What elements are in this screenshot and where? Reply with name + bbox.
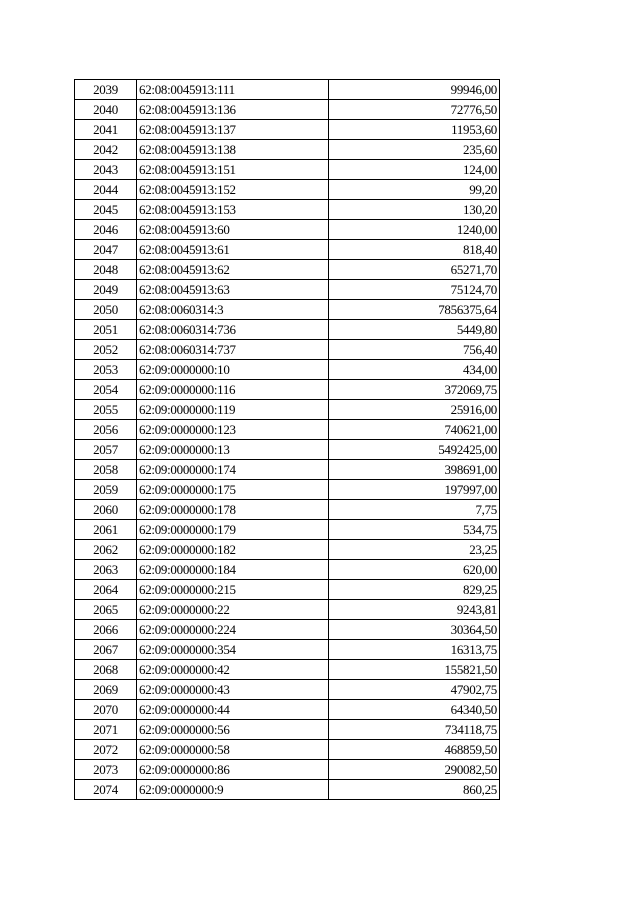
value-cell: 16313,75 xyxy=(329,640,500,660)
row-number-cell: 2039 xyxy=(75,80,137,100)
table-row xyxy=(75,580,500,600)
value-cell: 155821,50 xyxy=(329,660,500,680)
row-number-cell: 2068 xyxy=(75,660,137,680)
cadastral-number-cell: 62:09:0000000:119 xyxy=(137,400,329,420)
cadastral-number-cell: 62:08:0045913:136 xyxy=(137,100,329,120)
value-cell: 65271,70 xyxy=(329,260,500,280)
row-number-cell: 2061 xyxy=(75,520,137,540)
table-row xyxy=(75,340,500,360)
cadastral-number-cell: 62:08:0060314:3 xyxy=(137,300,329,320)
row-number-cell: 2063 xyxy=(75,560,137,580)
row-number-cell: 2060 xyxy=(75,500,137,520)
table-row xyxy=(75,660,500,680)
row-number-cell: 2052 xyxy=(75,340,137,360)
row-number-cell: 2062 xyxy=(75,540,137,560)
value-cell: 620,00 xyxy=(329,560,500,580)
value-cell: 72776,50 xyxy=(329,100,500,120)
cadastral-number-cell: 62:08:0045913:138 xyxy=(137,140,329,160)
table-body xyxy=(75,80,500,800)
row-number-cell: 2074 xyxy=(75,780,137,800)
cadastral-number-cell: 62:09:0000000:175 xyxy=(137,480,329,500)
table-row xyxy=(75,400,500,420)
table-row xyxy=(75,100,500,120)
table-row xyxy=(75,460,500,480)
table-row xyxy=(75,300,500,320)
row-number-cell: 2051 xyxy=(75,320,137,340)
cadastral-number-cell: 62:09:0000000:215 xyxy=(137,580,329,600)
table-row xyxy=(75,120,500,140)
value-cell: 829,25 xyxy=(329,580,500,600)
row-number-cell: 2065 xyxy=(75,600,137,620)
row-number-cell: 2053 xyxy=(75,360,137,380)
value-cell: 47902,75 xyxy=(329,680,500,700)
value-cell: 818,40 xyxy=(329,240,500,260)
value-cell: 7,75 xyxy=(329,500,500,520)
table-row xyxy=(75,500,500,520)
row-number-cell: 2049 xyxy=(75,280,137,300)
table-row xyxy=(75,760,500,780)
value-cell: 9243,81 xyxy=(329,600,500,620)
row-number-cell: 2047 xyxy=(75,240,137,260)
value-cell: 468859,50 xyxy=(329,740,500,760)
cadastral-number-cell: 62:08:0045913:153 xyxy=(137,200,329,220)
value-cell: 99946,00 xyxy=(329,80,500,100)
cadastral-number-cell: 62:08:0045913:63 xyxy=(137,280,329,300)
row-number-cell: 2066 xyxy=(75,620,137,640)
cadastral-number-cell: 62:09:0000000:116 xyxy=(137,380,329,400)
row-number-cell: 2046 xyxy=(75,220,137,240)
table-row xyxy=(75,560,500,580)
value-cell: 5449,80 xyxy=(329,320,500,340)
cadastral-number-cell: 62:09:0000000:184 xyxy=(137,560,329,580)
table-row xyxy=(75,420,500,440)
row-number-cell: 2069 xyxy=(75,680,137,700)
value-cell: 434,00 xyxy=(329,360,500,380)
cadastral-number-cell: 62:08:0045913:151 xyxy=(137,160,329,180)
cadastral-number-cell: 62:08:0045913:60 xyxy=(137,220,329,240)
row-number-cell: 2041 xyxy=(75,120,137,140)
row-number-cell: 2071 xyxy=(75,720,137,740)
cadastral-number-cell: 62:09:0000000:174 xyxy=(137,460,329,480)
value-cell: 734118,75 xyxy=(329,720,500,740)
row-number-cell: 2055 xyxy=(75,400,137,420)
value-cell: 130,20 xyxy=(329,200,500,220)
row-number-cell: 2058 xyxy=(75,460,137,480)
value-cell: 372069,75 xyxy=(329,380,500,400)
cadastral-number-cell: 62:08:0045913:61 xyxy=(137,240,329,260)
cadastral-number-cell: 62:08:0045913:111 xyxy=(137,80,329,100)
cadastral-number-cell: 62:09:0000000:354 xyxy=(137,640,329,660)
value-cell: 23,25 xyxy=(329,540,500,560)
value-cell: 75124,70 xyxy=(329,280,500,300)
row-number-cell: 2072 xyxy=(75,740,137,760)
row-number-cell: 2073 xyxy=(75,760,137,780)
row-number-cell: 2057 xyxy=(75,440,137,460)
cadastral-table xyxy=(74,79,500,800)
row-number-cell: 2043 xyxy=(75,160,137,180)
cadastral-number-cell: 62:09:0000000:56 xyxy=(137,720,329,740)
cadastral-number-cell: 62:08:0045913:62 xyxy=(137,260,329,280)
row-number-cell: 2042 xyxy=(75,140,137,160)
cadastral-number-cell: 62:09:0000000:44 xyxy=(137,700,329,720)
value-cell: 756,40 xyxy=(329,340,500,360)
value-cell: 11953,60 xyxy=(329,120,500,140)
row-number-cell: 2059 xyxy=(75,480,137,500)
table-row xyxy=(75,740,500,760)
table-row xyxy=(75,680,500,700)
table-row xyxy=(75,160,500,180)
value-cell: 7856375,64 xyxy=(329,300,500,320)
cadastral-number-cell: 62:08:0060314:737 xyxy=(137,340,329,360)
value-cell: 99,20 xyxy=(329,180,500,200)
table-row xyxy=(75,380,500,400)
table-row xyxy=(75,600,500,620)
row-number-cell: 2064 xyxy=(75,580,137,600)
table-row xyxy=(75,540,500,560)
row-number-cell: 2044 xyxy=(75,180,137,200)
table-row xyxy=(75,720,500,740)
value-cell: 235,60 xyxy=(329,140,500,160)
value-cell: 25916,00 xyxy=(329,400,500,420)
row-number-cell: 2045 xyxy=(75,200,137,220)
cadastral-number-cell: 62:09:0000000:123 xyxy=(137,420,329,440)
table-row xyxy=(75,620,500,640)
value-cell: 398691,00 xyxy=(329,460,500,480)
cadastral-number-cell: 62:09:0000000:9 xyxy=(137,780,329,800)
row-number-cell: 2070 xyxy=(75,700,137,720)
row-number-cell: 2056 xyxy=(75,420,137,440)
table-row xyxy=(75,260,500,280)
row-number-cell: 2040 xyxy=(75,100,137,120)
table-row xyxy=(75,180,500,200)
table-row xyxy=(75,700,500,720)
cadastral-number-cell: 62:09:0000000:58 xyxy=(137,740,329,760)
row-number-cell: 2054 xyxy=(75,380,137,400)
table-row xyxy=(75,480,500,500)
table-row xyxy=(75,780,500,800)
row-number-cell: 2048 xyxy=(75,260,137,280)
row-number-cell: 2050 xyxy=(75,300,137,320)
cadastral-number-cell: 62:09:0000000:22 xyxy=(137,600,329,620)
cadastral-number-cell: 62:09:0000000:43 xyxy=(137,680,329,700)
value-cell: 534,75 xyxy=(329,520,500,540)
table-row xyxy=(75,640,500,660)
cadastral-number-cell: 62:09:0000000:182 xyxy=(137,540,329,560)
value-cell: 860,25 xyxy=(329,780,500,800)
table-row xyxy=(75,200,500,220)
value-cell: 5492425,00 xyxy=(329,440,500,460)
table-row xyxy=(75,140,500,160)
table-row xyxy=(75,520,500,540)
value-cell: 290082,50 xyxy=(329,760,500,780)
value-cell: 124,00 xyxy=(329,160,500,180)
value-cell: 740621,00 xyxy=(329,420,500,440)
table-row xyxy=(75,320,500,340)
row-number-cell: 2067 xyxy=(75,640,137,660)
cadastral-number-cell: 62:09:0000000:10 xyxy=(137,360,329,380)
cadastral-number-cell: 62:09:0000000:42 xyxy=(137,660,329,680)
cadastral-number-cell: 62:09:0000000:179 xyxy=(137,520,329,540)
table-row xyxy=(75,440,500,460)
cadastral-number-cell: 62:09:0000000:178 xyxy=(137,500,329,520)
table-row xyxy=(75,240,500,260)
cadastral-number-cell: 62:08:0045913:137 xyxy=(137,120,329,140)
cadastral-number-cell: 62:08:0045913:152 xyxy=(137,180,329,200)
value-cell: 64340,50 xyxy=(329,700,500,720)
cadastral-number-cell: 62:09:0000000:13 xyxy=(137,440,329,460)
value-cell: 30364,50 xyxy=(329,620,500,640)
value-cell: 1240,00 xyxy=(329,220,500,240)
table-row xyxy=(75,360,500,380)
cadastral-number-cell: 62:08:0060314:736 xyxy=(137,320,329,340)
table-row xyxy=(75,280,500,300)
value-cell: 197997,00 xyxy=(329,480,500,500)
table-row xyxy=(75,80,500,100)
cadastral-number-cell: 62:09:0000000:224 xyxy=(137,620,329,640)
cadastral-number-cell: 62:09:0000000:86 xyxy=(137,760,329,780)
table-row xyxy=(75,220,500,240)
